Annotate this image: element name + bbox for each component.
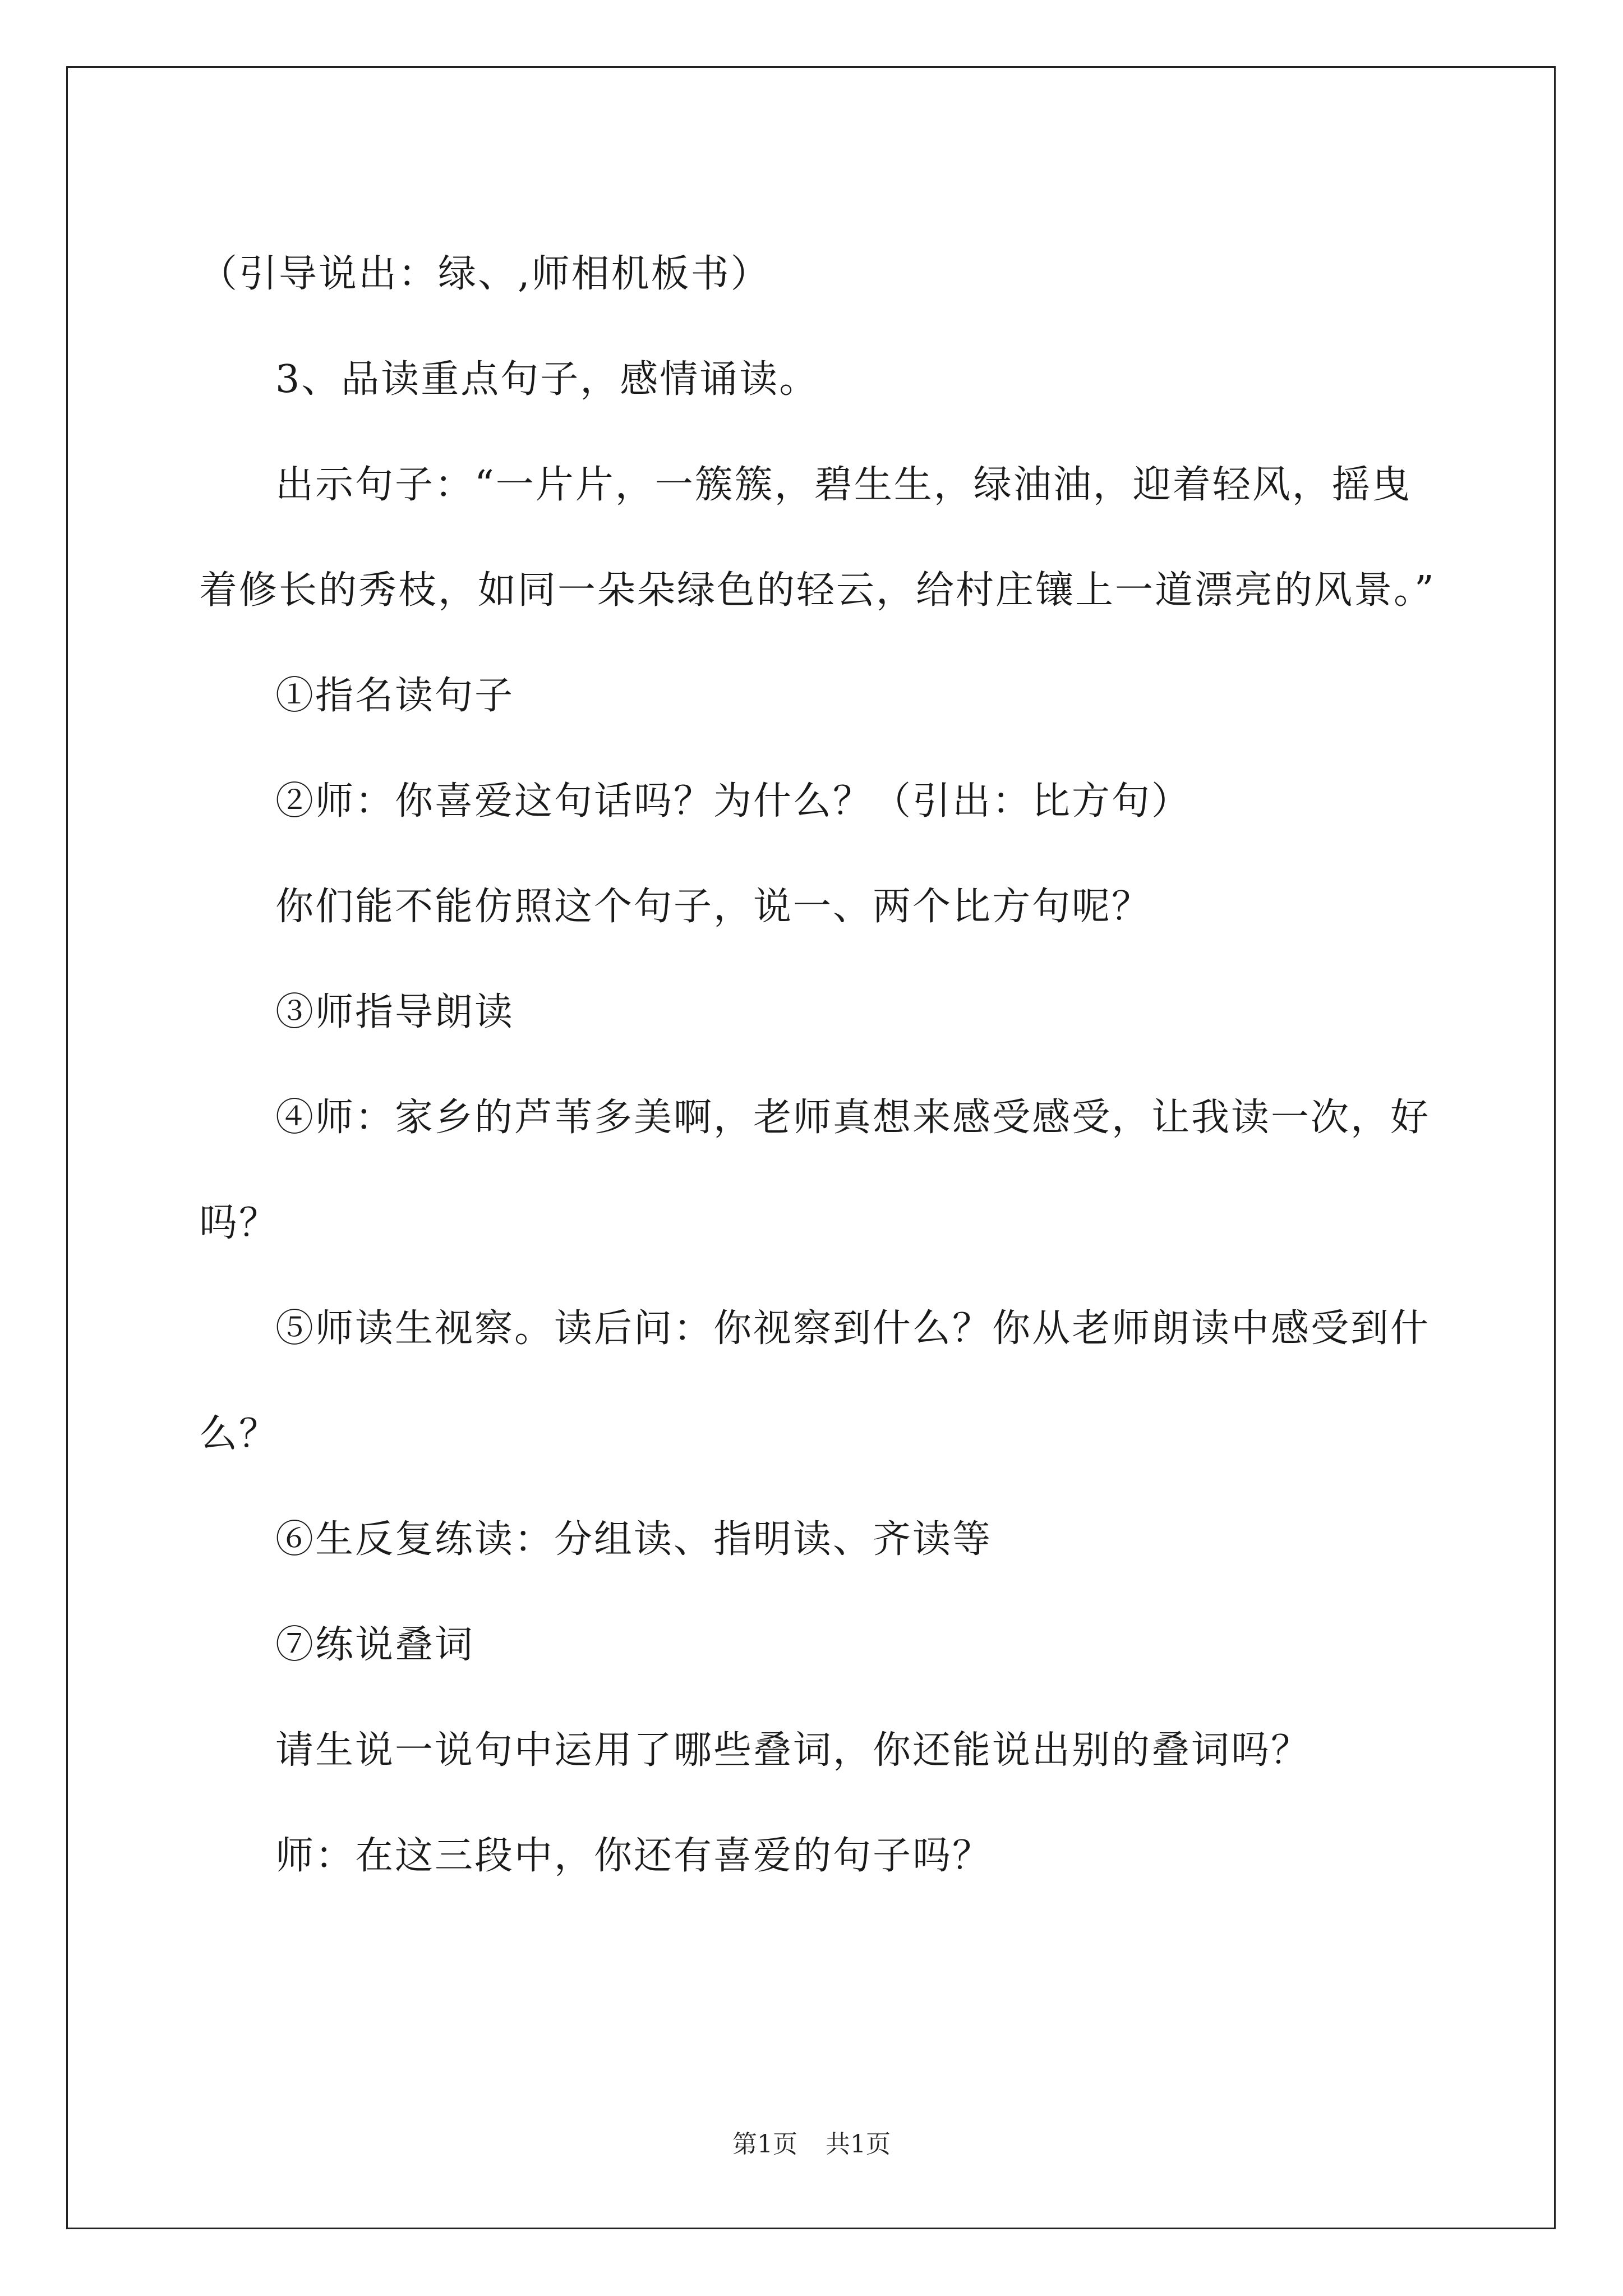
paragraph-3: 出示句子：“一片片，一簇簇，碧生生，绿油油，迎着轻风，摇曳着修长的秀枝，如同一朵朵绿色的轻云，给村庄镶上一道漂亮的风景。” [199,463,1436,613]
paragraph-12: 请生说一说句中运用了哪些叠词，你还能说出别的叠词吗？ [275,1728,1311,1773]
paragraph-9: ⑤师读生视察。读后问：你视察到什么？你从老师朗读中感受到什么？ [199,1306,1431,1456]
paragraph-4: ①指名读句子 [275,674,515,718]
page-number-total: 共1页 [826,2130,891,2159]
page-footer [0,2128,1623,2161]
paragraph-5: ②师：你喜爱这句话吗？为什么？（引出：比方句） [275,779,1192,823]
paragraph-7: ③师指导朗读 [275,990,515,1034]
paragraph-1: （引导说出：绿、,师相机板书） [199,252,771,296]
paragraph-8: ④师：家乡的芦苇多美啊，老师真想来感受感受，让我读一次，好吗？ [199,1096,1431,1245]
paragraph-10: ⑥生反复练读：分组读、指明读、齐读等 [275,1517,993,1562]
paragraph-13: 师：在这三段中，你还有喜爱的句子吗？ [275,1834,993,1878]
paragraph-11: ⑦练说叠词 [275,1623,475,1667]
paragraph-6: 你们能不能仿照这个句子，说一、两个比方句呢？ [275,885,1152,929]
paragraph-2: 3、品读重点句子，感情诵读。 [275,357,819,402]
page-number-current: 第1页 [732,2130,797,2159]
document-body [199,222,1438,1909]
